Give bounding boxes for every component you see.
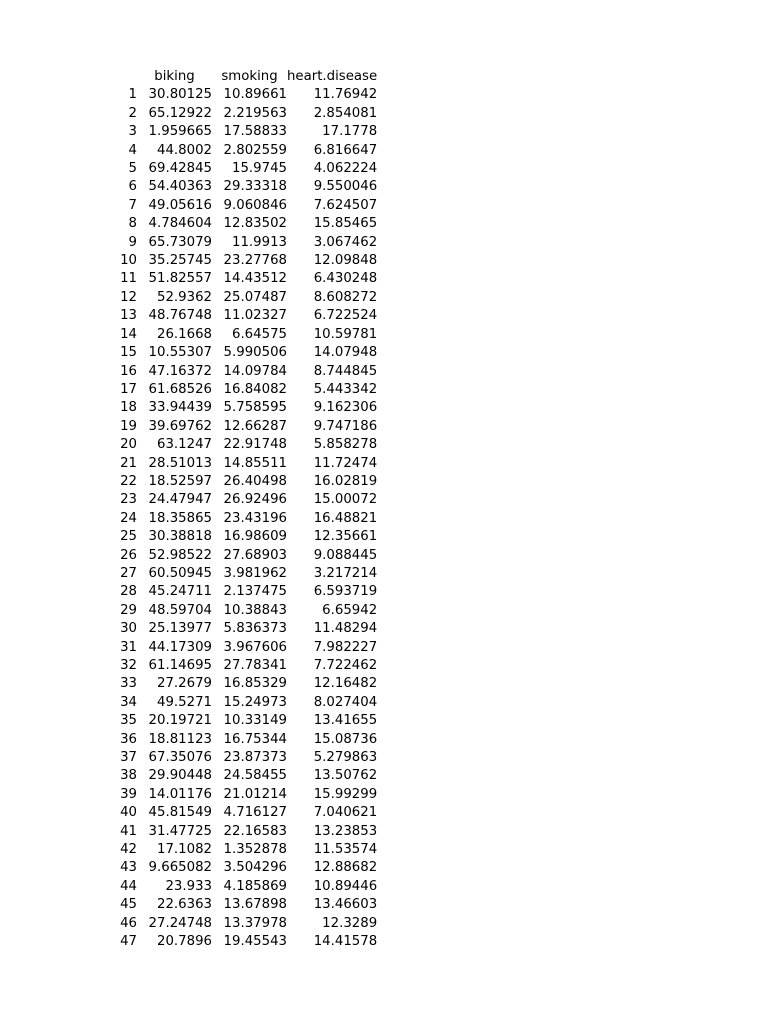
row-index: 17 — [120, 381, 137, 397]
table-row — [110, 289, 377, 307]
cell-heart-disease-value: 6.593719 — [313, 584, 378, 600]
cell-smoking: 11.9913 — [232, 234, 287, 250]
cell-heart-disease-value: 16.02819 — [313, 473, 378, 489]
cell-heart-disease-value: 9.550046 — [313, 179, 378, 195]
cell-smoking: 4.716127 — [223, 805, 287, 821]
cell-heart-disease — [287, 399, 377, 417]
table-row — [110, 399, 377, 417]
cell-smoking: 2.219563 — [223, 105, 287, 121]
cell-biking: 27.24748 — [148, 915, 212, 931]
cell-heart-disease — [287, 841, 377, 859]
cell-heart-disease — [287, 731, 377, 749]
cell-smoking: 14.09784 — [223, 363, 287, 379]
row-index: 14 — [120, 326, 137, 342]
cell-smoking: 5.990506 — [223, 345, 287, 361]
table-row — [110, 528, 377, 546]
cell-biking: 1.959665 — [148, 124, 212, 140]
cell-heart-disease — [287, 307, 377, 325]
cell-smoking: 10.89661 — [223, 87, 287, 103]
cell-smoking: 14.43512 — [223, 271, 287, 287]
cell-heart-disease — [287, 270, 377, 288]
table-row — [110, 767, 377, 785]
cell-smoking: 29.33318 — [223, 179, 287, 195]
cell-smoking: 16.85329 — [223, 676, 287, 692]
cell-biking: 39.69762 — [148, 418, 212, 434]
cell-heart-disease — [287, 123, 377, 141]
cell-smoking: 16.98609 — [223, 529, 287, 545]
cell-biking: 22.6363 — [157, 897, 212, 913]
row-index: 40 — [120, 805, 137, 821]
cell-heart-disease — [287, 197, 377, 215]
cell-heart-disease — [287, 749, 377, 767]
cell-heart-disease-value: 11.76942 — [313, 87, 378, 103]
cell-smoking: 1.352878 — [223, 842, 287, 858]
cell-heart-disease-value: 11.72474 — [313, 455, 378, 471]
cell-heart-disease-value: 7.624507 — [313, 197, 378, 213]
cell-heart-disease — [287, 160, 377, 178]
cell-smoking: 16.75344 — [223, 731, 287, 747]
table-row — [110, 473, 377, 491]
table-row — [110, 381, 377, 399]
row-index: 34 — [120, 694, 137, 710]
cell-biking: 18.35865 — [148, 510, 212, 526]
cell-heart-disease-value: 12.35661 — [313, 529, 378, 545]
cell-biking: 9.665082 — [148, 860, 212, 876]
cell-biking: 49.5271 — [157, 694, 212, 710]
cell-heart-disease-value: 9.747186 — [313, 418, 378, 434]
cell-smoking: 27.68903 — [223, 547, 287, 563]
row-index: 13 — [120, 308, 137, 324]
row-index: 41 — [120, 823, 137, 839]
cell-heart-disease — [287, 547, 377, 565]
row-index: 29 — [120, 602, 137, 618]
cell-smoking: 15.9745 — [232, 161, 287, 177]
cell-heart-disease-value: 14.07948 — [313, 345, 378, 361]
cell-heart-disease-value: 8.027404 — [313, 694, 378, 710]
table-row — [110, 86, 377, 104]
cell-heart-disease-value: 7.722462 — [313, 658, 378, 673]
table-row — [110, 491, 377, 509]
cell-heart-disease — [287, 878, 377, 896]
cell-biking: 48.76748 — [148, 308, 212, 324]
table-row — [110, 344, 377, 362]
cell-biking: 4.784604 — [148, 216, 212, 232]
cell-smoking: 17.58833 — [223, 124, 287, 140]
cell-heart-disease — [287, 823, 377, 841]
cell-biking: 44.8002 — [157, 142, 212, 158]
cell-heart-disease — [287, 859, 377, 877]
row-index: 38 — [120, 768, 137, 784]
row-index: 27 — [120, 565, 137, 581]
table-row — [110, 583, 377, 601]
cell-heart-disease — [287, 528, 377, 546]
cell-heart-disease-value: 6.722524 — [313, 308, 378, 324]
cell-biking: 69.42845 — [148, 161, 212, 177]
header-heart-disease: heart.disease — [287, 69, 378, 84]
cell-heart-disease-value: 15.99299 — [313, 786, 378, 802]
table-row — [110, 565, 377, 583]
row-index: 46 — [120, 915, 137, 931]
cell-smoking: 22.91748 — [223, 437, 287, 453]
cell-heart-disease — [287, 215, 377, 233]
table-row — [110, 731, 377, 749]
cell-heart-disease-value: 7.040621 — [313, 805, 378, 821]
header-biking: biking — [154, 69, 195, 84]
cell-smoking: 25.07487 — [223, 289, 287, 305]
cell-heart-disease — [287, 381, 377, 399]
cell-biking: 45.24711 — [148, 584, 212, 600]
cell-smoking: 16.84082 — [223, 381, 287, 397]
row-index: 11 — [120, 271, 137, 287]
cell-biking: 35.25745 — [148, 253, 212, 269]
cell-heart-disease — [287, 712, 377, 730]
cell-heart-disease — [287, 583, 377, 601]
cell-smoking: 9.060846 — [223, 197, 287, 213]
cell-heart-disease — [287, 455, 377, 473]
cell-heart-disease — [287, 105, 377, 123]
table-row — [110, 326, 377, 344]
table-row — [110, 859, 377, 877]
cell-heart-disease-value: 5.858278 — [313, 437, 378, 453]
cell-heart-disease-value: 10.59781 — [313, 326, 378, 342]
cell-smoking: 5.836373 — [223, 621, 287, 637]
table-row — [110, 786, 377, 804]
row-index: 25 — [120, 529, 137, 545]
cell-smoking: 6.64575 — [232, 326, 287, 342]
row-index: 42 — [120, 842, 137, 858]
row-index: 8 — [128, 216, 137, 232]
cell-heart-disease — [287, 178, 377, 196]
cell-biking: 49.05616 — [148, 197, 212, 213]
table-row — [110, 841, 377, 859]
row-index: 19 — [120, 418, 137, 434]
row-index: 3 — [128, 124, 137, 140]
cell-smoking: 11.02327 — [223, 308, 287, 324]
cell-heart-disease-value: 15.08736 — [313, 731, 378, 747]
row-index: 2 — [128, 105, 137, 121]
cell-biking: 28.51013 — [148, 455, 212, 471]
cell-biking: 10.55307 — [148, 345, 212, 361]
cell-biking: 14.01176 — [148, 786, 212, 802]
cell-heart-disease — [287, 767, 377, 785]
cell-biking: 20.19721 — [148, 713, 212, 729]
row-index: 30 — [120, 621, 137, 637]
cell-heart-disease-value: 7.982227 — [313, 639, 378, 655]
cell-heart-disease-value: 11.48294 — [313, 621, 378, 637]
table-row — [110, 694, 377, 712]
cell-heart-disease — [287, 289, 377, 307]
table-row — [110, 510, 377, 528]
cell-heart-disease — [287, 363, 377, 381]
cell-smoking: 3.981962 — [223, 565, 287, 581]
cell-smoking: 4.185869 — [223, 878, 287, 894]
table-row — [110, 675, 377, 693]
cell-heart-disease — [287, 142, 377, 160]
table-row — [110, 234, 377, 252]
row-index: 45 — [120, 897, 137, 913]
header-row — [110, 68, 377, 86]
table-row — [110, 252, 377, 270]
row-index: 6 — [128, 179, 137, 195]
cell-heart-disease — [287, 675, 377, 693]
cell-biking: 47.16372 — [148, 363, 212, 379]
row-index: 5 — [128, 161, 137, 177]
table-row — [110, 123, 377, 141]
cell-heart-disease — [287, 473, 377, 491]
row-index: 24 — [120, 510, 137, 526]
cell-biking: 67.35076 — [148, 750, 212, 766]
cell-heart-disease-value: 14.41578 — [313, 934, 378, 950]
table-row — [110, 896, 377, 914]
row-index: 39 — [120, 786, 137, 802]
cell-heart-disease-value: 15.85465 — [313, 216, 378, 232]
cell-biking: 18.52597 — [148, 473, 212, 489]
table-row — [110, 105, 377, 123]
table-row — [110, 142, 377, 160]
cell-heart-disease-value: 9.088445 — [313, 547, 378, 563]
cell-heart-disease — [287, 86, 377, 104]
table-row — [110, 160, 377, 178]
table-row — [110, 915, 377, 933]
table-body — [110, 86, 377, 951]
cell-heart-disease — [287, 344, 377, 362]
cell-biking: 45.81549 — [148, 805, 212, 821]
cell-smoking: 23.87373 — [223, 750, 287, 766]
table-row — [110, 933, 377, 951]
cell-smoking: 22.16583 — [223, 823, 287, 839]
cell-heart-disease — [287, 804, 377, 822]
cell-heart-disease — [287, 234, 377, 252]
table-row — [110, 178, 377, 196]
cell-biking: 27.2679 — [157, 676, 212, 692]
cell-smoking: 13.37978 — [223, 915, 287, 931]
cell-biking: 33.94439 — [148, 400, 212, 416]
cell-heart-disease-value: 8.744845 — [313, 363, 378, 379]
cell-heart-disease — [287, 915, 377, 933]
cell-biking: 18.81123 — [148, 731, 212, 747]
cell-heart-disease — [287, 933, 377, 951]
cell-heart-disease — [287, 326, 377, 344]
table-row — [110, 307, 377, 325]
cell-heart-disease-value: 6.65942 — [322, 602, 378, 618]
cell-smoking: 12.66287 — [223, 418, 287, 434]
cell-heart-disease — [287, 491, 377, 509]
cell-biking: 51.82557 — [148, 271, 212, 287]
cell-heart-disease-value: 9.162306 — [313, 400, 378, 416]
cell-heart-disease-value: 5.443342 — [313, 381, 378, 397]
row-index: 36 — [120, 731, 137, 747]
cell-biking: 26.1668 — [157, 326, 212, 342]
row-index: 20 — [120, 437, 137, 453]
cell-biking: 30.80125 — [148, 87, 212, 103]
cell-heart-disease-value: 3.217214 — [313, 565, 378, 581]
row-index: 37 — [120, 750, 137, 766]
cell-heart-disease — [287, 252, 377, 270]
table-row — [110, 547, 377, 565]
cell-heart-disease-value: 3.067462 — [313, 234, 378, 250]
cell-smoking: 21.01214 — [223, 786, 287, 802]
cell-smoking: 5.758595 — [223, 400, 287, 416]
cell-heart-disease — [287, 639, 377, 657]
row-index: 4 — [128, 142, 137, 158]
row-index: 43 — [120, 860, 137, 876]
cell-smoking: 14.85511 — [223, 455, 287, 471]
cell-smoking: 3.967606 — [223, 639, 287, 655]
table-row — [110, 602, 377, 620]
cell-biking: 17.1082 — [157, 842, 212, 858]
row-index: 7 — [128, 197, 137, 213]
table-row — [110, 436, 377, 454]
table-row — [110, 823, 377, 841]
cell-heart-disease — [287, 418, 377, 436]
row-index: 18 — [120, 400, 137, 416]
cell-smoking: 10.38843 — [223, 602, 287, 618]
cell-biking: 54.40363 — [148, 179, 212, 195]
cell-heart-disease-value: 13.50762 — [313, 768, 378, 784]
cell-smoking: 26.40498 — [223, 473, 287, 489]
cell-biking: 48.59704 — [148, 602, 212, 618]
cell-smoking: 13.67898 — [223, 897, 287, 913]
cell-smoking: 27.78341 — [223, 658, 287, 673]
cell-smoking: 2.802559 — [223, 142, 287, 158]
cell-heart-disease — [287, 602, 377, 620]
table-row — [110, 657, 377, 675]
cell-heart-disease — [287, 786, 377, 804]
cell-heart-disease-value: 8.608272 — [313, 289, 378, 305]
row-index: 10 — [120, 253, 137, 269]
cell-biking: 29.90448 — [148, 768, 212, 784]
cell-smoking: 19.45543 — [223, 934, 287, 950]
cell-smoking: 2.137475 — [223, 584, 287, 600]
row-index: 28 — [120, 584, 137, 600]
cell-heart-disease — [287, 510, 377, 528]
table-row — [110, 215, 377, 233]
row-index: 33 — [120, 676, 137, 692]
cell-heart-disease-value: 6.430248 — [313, 271, 378, 287]
row-index: 23 — [120, 492, 137, 508]
cell-heart-disease-value: 15.00072 — [313, 492, 378, 508]
cell-biking: 23.933 — [165, 878, 212, 894]
table-row — [110, 804, 377, 822]
cell-smoking: 3.504296 — [223, 860, 287, 876]
table-row — [110, 620, 377, 638]
cell-smoking: 12.83502 — [223, 216, 287, 232]
cell-biking: 65.73079 — [148, 234, 212, 250]
cell-heart-disease — [287, 896, 377, 914]
table-row — [110, 639, 377, 657]
row-index: 12 — [120, 289, 137, 305]
row-index: 47 — [120, 934, 137, 950]
cell-heart-disease — [287, 620, 377, 638]
cell-heart-disease — [287, 694, 377, 712]
table-row — [110, 197, 377, 215]
cell-heart-disease-value: 6.816647 — [313, 142, 378, 158]
cell-heart-disease-value: 13.41655 — [313, 713, 378, 729]
table-row — [110, 878, 377, 896]
cell-smoking: 23.43196 — [223, 510, 287, 526]
cell-biking: 61.14695 — [148, 658, 212, 673]
row-index: 9 — [128, 234, 137, 250]
cell-biking: 52.98522 — [148, 547, 212, 563]
cell-smoking: 24.58455 — [223, 768, 287, 784]
cell-smoking: 10.33149 — [223, 713, 287, 729]
cell-heart-disease — [287, 657, 377, 675]
cell-heart-disease-value: 11.53574 — [313, 842, 378, 858]
cell-heart-disease-value: 4.062224 — [313, 161, 378, 177]
cell-heart-disease-value: 12.88682 — [313, 860, 378, 876]
data-frame-table — [110, 68, 377, 952]
cell-heart-disease-value: 12.09848 — [313, 253, 378, 269]
row-index: 21 — [120, 455, 137, 471]
cell-heart-disease-value: 12.3289 — [322, 915, 378, 931]
cell-smoking: 15.24973 — [223, 694, 287, 710]
cell-heart-disease-value: 2.854081 — [313, 105, 378, 121]
cell-biking: 20.7896 — [157, 934, 212, 950]
cell-heart-disease — [287, 436, 377, 454]
cell-heart-disease-value: 10.89446 — [313, 878, 378, 894]
row-index: 32 — [120, 658, 137, 673]
cell-biking: 25.13977 — [148, 621, 212, 637]
table-row — [110, 418, 377, 436]
row-index: 44 — [120, 878, 137, 894]
cell-biking: 61.68526 — [148, 381, 212, 397]
cell-biking: 52.9362 — [157, 289, 212, 305]
row-index: 15 — [120, 345, 137, 361]
row-index: 26 — [120, 547, 137, 563]
cell-heart-disease-value: 13.46603 — [313, 897, 378, 913]
table-row — [110, 712, 377, 730]
cell-smoking: 26.92496 — [223, 492, 287, 508]
table-row — [110, 749, 377, 767]
cell-biking: 60.50945 — [148, 565, 212, 581]
cell-biking: 65.12922 — [148, 105, 212, 121]
row-index: 16 — [120, 363, 137, 379]
header-smoking: smoking — [221, 69, 278, 84]
cell-heart-disease-value: 5.279863 — [313, 750, 378, 766]
row-index: 31 — [120, 639, 137, 655]
row-index: 35 — [120, 713, 137, 729]
cell-heart-disease-value: 17.1778 — [322, 124, 378, 140]
header-index — [110, 68, 137, 86]
row-index: 1 — [128, 87, 137, 103]
cell-biking: 63.1247 — [157, 437, 212, 453]
cell-heart-disease-value: 16.48821 — [313, 510, 378, 526]
cell-biking: 30.38818 — [148, 529, 212, 545]
table-row — [110, 363, 377, 381]
table-row — [110, 455, 377, 473]
cell-heart-disease-value: 13.23853 — [313, 823, 378, 839]
cell-biking: 31.47725 — [148, 823, 212, 839]
table-row — [110, 270, 377, 288]
cell-heart-disease — [287, 565, 377, 583]
cell-biking: 24.47947 — [148, 492, 212, 508]
cell-biking: 44.17309 — [148, 639, 212, 655]
cell-smoking: 23.27768 — [223, 253, 287, 269]
row-index: 22 — [120, 473, 137, 489]
cell-heart-disease-value: 12.16482 — [313, 676, 378, 692]
